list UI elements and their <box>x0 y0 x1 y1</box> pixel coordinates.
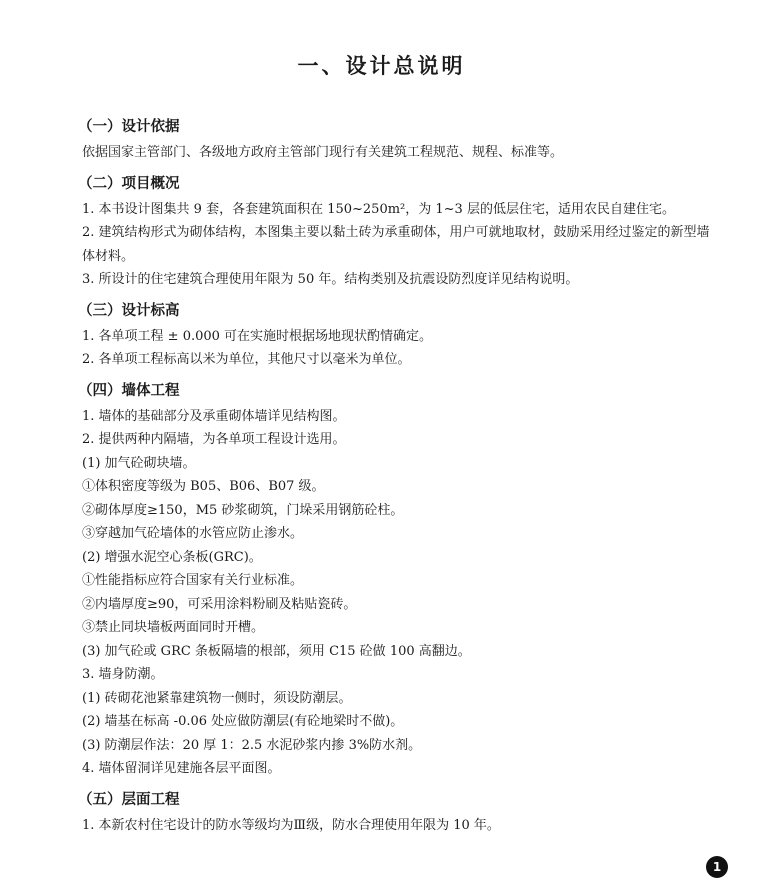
section-heading-design-elevation: （三）设计标高 <box>78 302 180 319</box>
paragraph: 3. 所设计的住宅建筑合理使用年限为 50 年。结构类别及抗震设防烈度详见结构说明。 <box>82 272 579 287</box>
paragraph: (3) 防潮层作法：20 厚 1：2.5 水泥砂浆内掺 3%防水剂。 <box>82 737 422 753</box>
page-number-badge: 1 <box>706 856 728 878</box>
paragraph: 4. 墙体留洞详见建施各层平面图。 <box>82 761 281 776</box>
paragraph: 2. 提供两种内隔墙，为各单项工程设计选用。 <box>82 432 346 447</box>
section-heading-wall-engineering: （四）墙体工程 <box>78 382 180 399</box>
paragraph: ②砌体厚度≥150，M5 砂浆砌筑，门垛采用钢筋砼柱。 <box>82 502 404 518</box>
paragraph: 1. 各单项工程 ± 0.000 可在实施时根据场地现状酌情确定。 <box>82 328 433 344</box>
paragraph: ③禁止同块墙板两面同时开槽。 <box>82 620 265 635</box>
paragraph: 1. 墙体的基础部分及承重砌体墙详见结构图。 <box>82 408 346 424</box>
paragraph: (1) 加气砼砌块墙。 <box>82 455 196 471</box>
paragraph: 2. 各单项工程标高以米为单位，其他尺寸以毫米为单位。 <box>82 352 411 367</box>
section-heading-roof-engineering: （五）层面工程 <box>78 791 180 808</box>
paragraph-text: 2. 建筑结构形式为砌体结构，本图集主要以黏土砖为承重砌体，用户可就地取材，鼓励采用经过鉴定的新型墙体材料。 <box>82 225 710 264</box>
paragraph: ③穿越加气砼墙体的水管应防止渗水。 <box>82 526 304 541</box>
paragraph: (3) 加气砼或 GRC 条板隔墙的根部，须用 C15 砼做 100 高翻边。 <box>82 643 471 659</box>
paragraph: ②内墙厚度≥90，可采用涂料粉刷及粘贴瓷砖。 <box>82 596 357 612</box>
paragraph: ①性能指标应符合国家有关行业标准。 <box>82 573 304 588</box>
paragraph <box>58 221 718 268</box>
paragraph: ①体积密度等级为 B05、B06、B07 级。 <box>82 479 325 494</box>
page-title: 一、设计总说明 <box>297 54 466 78</box>
paragraph: 3. 墙身防潮。 <box>82 667 164 682</box>
section-heading-project-overview: （二）项目概况 <box>78 175 180 192</box>
paragraph: 1. 本新农村住宅设计的防水等级均为Ⅲ级，防水合理使用年限为 10 年。 <box>82 817 500 833</box>
paragraph: 依据国家主管部门、各级地方政府主管部门现行有关建筑工程规范、规程、标准等。 <box>82 145 564 160</box>
paragraph: (2) 墙基在标高 -0.06 处应做防潮层(有砼地梁时不做)。 <box>82 714 404 729</box>
paragraph: (2) 增强水泥空心条板(GRC)。 <box>82 549 262 565</box>
paragraph: (1) 砖砌花池紧靠建筑物一侧时，须设防潮层。 <box>82 690 352 706</box>
paragraph: 1. 本书设计图集共 9 套，各套建筑面积在 150~250m²，为 1~3 层的低层住宅，适用农民自建住宅。 <box>82 201 675 217</box>
document-body <box>58 113 718 837</box>
section-heading-design-basis: （一）设计依据 <box>78 119 180 135</box>
